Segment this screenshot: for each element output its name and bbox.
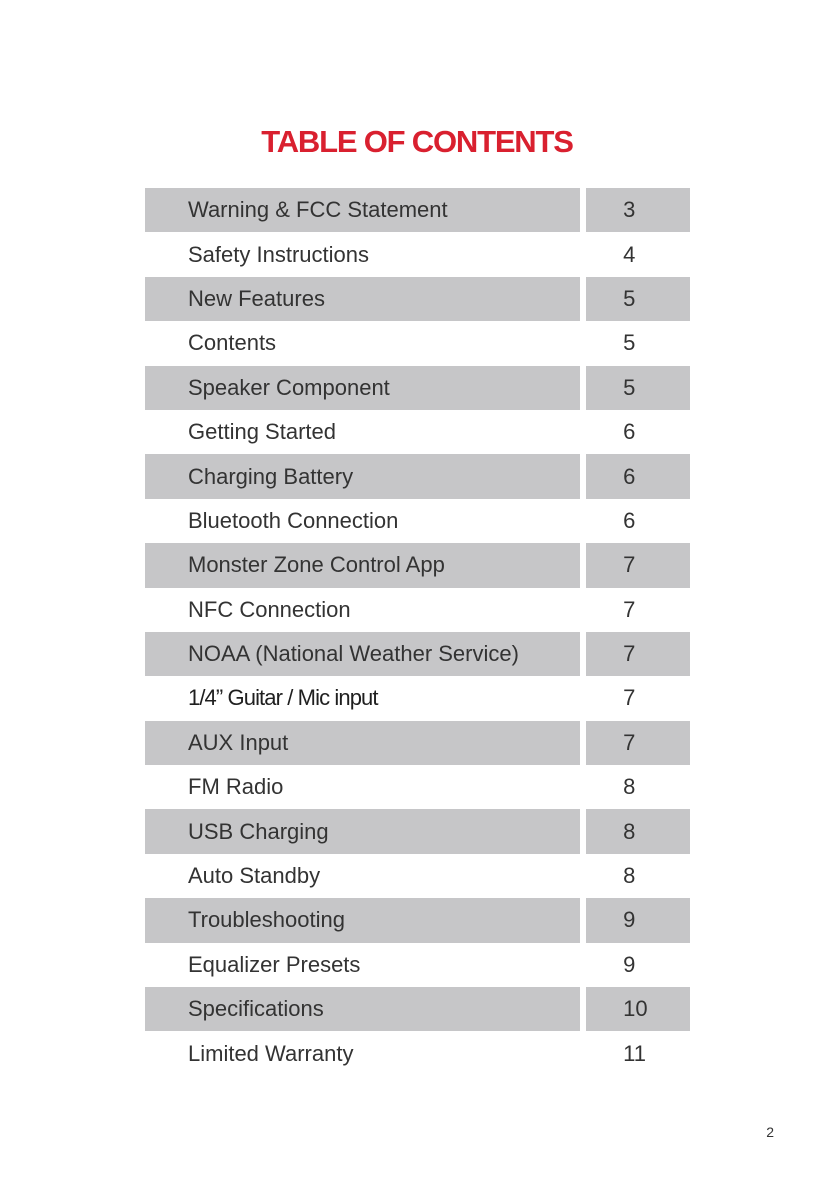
toc-entry-label: Auto Standby	[188, 863, 321, 889]
toc-entry-label: Charging Battery	[145, 454, 580, 498]
toc-entry-page: 8	[623, 863, 636, 889]
toc-entry-label: New Features	[145, 277, 580, 321]
toc-entry-page: 6	[586, 454, 690, 498]
toc-row	[145, 676, 690, 720]
toc-row	[145, 543, 690, 587]
toc-row	[145, 721, 690, 765]
toc-entry-label: USB Charging	[145, 809, 580, 853]
toc-entry-label: Limited Warranty	[188, 1040, 354, 1066]
toc-entry-page: 9	[623, 951, 636, 977]
table-of-contents	[145, 188, 690, 1076]
toc-entry-page: 7	[586, 632, 690, 676]
toc-row	[145, 366, 690, 410]
toc-row	[145, 898, 690, 942]
toc-entry-page: 7	[586, 721, 690, 765]
toc-entry-label: Getting Started	[188, 419, 336, 445]
toc-row	[145, 410, 690, 454]
toc-entry-label: Equalizer Presets	[188, 951, 361, 977]
toc-row	[145, 943, 690, 987]
toc-entry-page: 7	[623, 596, 636, 622]
toc-row	[145, 854, 690, 898]
toc-entry-page: 10	[586, 987, 690, 1031]
toc-entry-label: Speaker Component	[145, 366, 580, 410]
toc-entry-page: 8	[623, 774, 636, 800]
toc-entry-page: 6	[623, 507, 636, 533]
page-number: 2	[766, 1124, 774, 1140]
toc-row	[145, 765, 690, 809]
toc-row	[145, 188, 690, 232]
toc-entry-page: 7	[586, 543, 690, 587]
toc-entry-page: 3	[586, 188, 690, 232]
toc-entry-label: AUX Input	[145, 721, 580, 765]
toc-entry-label: NOAA (National Weather Service)	[145, 632, 580, 676]
toc-entry-page: 5	[586, 277, 690, 321]
toc-entry-label: Contents	[188, 330, 277, 356]
toc-entry-label: Monster Zone Control App	[145, 543, 580, 587]
toc-row	[145, 632, 690, 676]
toc-entry-page: 5	[623, 330, 636, 356]
toc-entry-label: Troubleshooting	[145, 898, 580, 942]
toc-entry-label: FM Radio	[188, 774, 284, 800]
toc-row	[145, 277, 690, 321]
toc-entry-label: Specifications	[145, 987, 580, 1031]
toc-entry-page: 9	[586, 898, 690, 942]
toc-row	[145, 499, 690, 543]
toc-entry-page: 11	[623, 1040, 646, 1066]
toc-entry-page: 4	[623, 241, 636, 267]
toc-row	[145, 321, 690, 365]
toc-row	[145, 1031, 690, 1075]
toc-entry-label: Safety Instructions	[188, 241, 369, 267]
toc-row	[145, 987, 690, 1031]
toc-entry-label: Warning & FCC Statement	[145, 188, 580, 232]
toc-entry-label: NFC Connection	[188, 596, 351, 622]
toc-entry-label: 1/4” Guitar / Mic input	[188, 685, 378, 711]
page-title: TABLE OF CONTENTS	[261, 124, 573, 159]
toc-row	[145, 809, 690, 853]
toc-row	[145, 454, 690, 498]
toc-row	[145, 232, 690, 276]
toc-entry-page: 6	[623, 419, 636, 445]
toc-entry-page: 5	[586, 366, 690, 410]
toc-entry-page: 7	[623, 685, 636, 711]
toc-entry-label: Bluetooth Connection	[188, 507, 399, 533]
toc-row	[145, 588, 690, 632]
toc-entry-page: 8	[586, 809, 690, 853]
